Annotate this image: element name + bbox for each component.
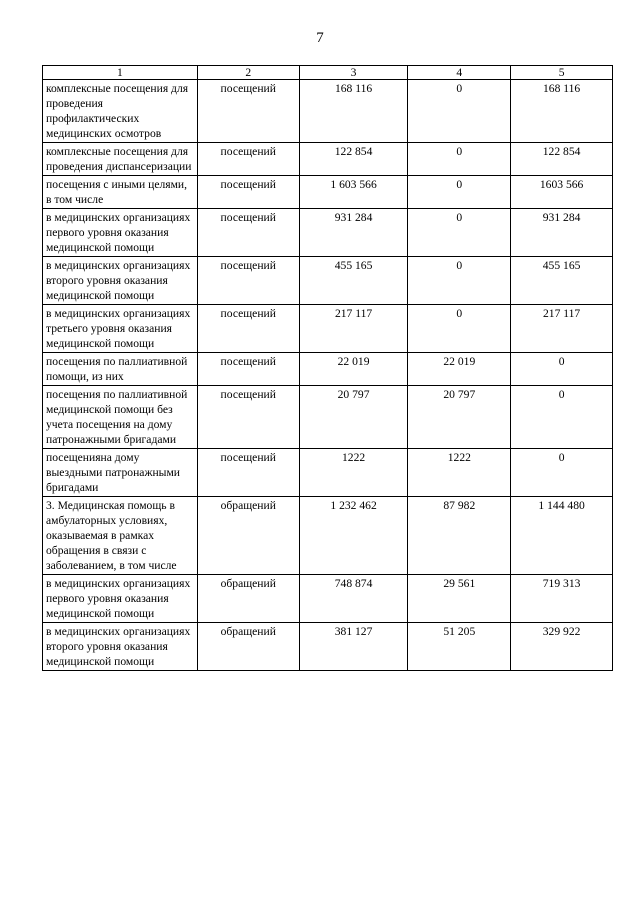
- row-value-col5: 0: [511, 353, 613, 386]
- row-value-col5: 931 284: [511, 209, 613, 257]
- row-value-col5: 217 117: [511, 305, 613, 353]
- row-value-col3: 1222: [299, 449, 408, 497]
- row-value-col4: 1222: [408, 449, 511, 497]
- row-unit: посещений: [197, 176, 299, 209]
- row-value-col3: 931 284: [299, 209, 408, 257]
- row-value-col5: 455 165: [511, 257, 613, 305]
- row-value-col4: 87 982: [408, 497, 511, 575]
- row-description: в медицинских организациях третьего уровня оказания медицинской помощи: [43, 305, 198, 353]
- row-value-col5: 0: [511, 449, 613, 497]
- row-value-col5: 1 144 480: [511, 497, 613, 575]
- row-description: в медицинских организациях первого уровня оказания медицинской помощи: [43, 575, 198, 623]
- row-description: комплексные посещения для проведения диспансеризации: [43, 143, 198, 176]
- row-value-col3: 455 165: [299, 257, 408, 305]
- row-description: в медицинских организациях второго уровня оказания медицинской помощи: [43, 623, 198, 671]
- row-value-col5: 0: [511, 386, 613, 449]
- table-row: [43, 497, 613, 575]
- row-value-col3: 748 874: [299, 575, 408, 623]
- table-row: [43, 449, 613, 497]
- row-value-col4: 0: [408, 209, 511, 257]
- row-value-col3: 22 019: [299, 353, 408, 386]
- row-value-col4: 0: [408, 176, 511, 209]
- row-unit: обращений: [197, 623, 299, 671]
- table-header-row: [43, 66, 613, 80]
- row-description: в медицинских организациях первого уровня оказания медицинской помощи: [43, 209, 198, 257]
- row-unit: посещений: [197, 449, 299, 497]
- row-description: посещения по паллиативной помощи, из них: [43, 353, 198, 386]
- row-value-col3: 217 117: [299, 305, 408, 353]
- table-row: [43, 353, 613, 386]
- row-value-col4: 20 797: [408, 386, 511, 449]
- row-value-col4: 0: [408, 143, 511, 176]
- row-description: посещенияна дому выездными патронажными бригадами: [43, 449, 198, 497]
- row-value-col4: 29 561: [408, 575, 511, 623]
- row-value-col4: 0: [408, 305, 511, 353]
- table-row: [43, 176, 613, 209]
- row-value-col3: 122 854: [299, 143, 408, 176]
- column-header: 2: [197, 66, 299, 80]
- row-value-col5: 719 313: [511, 575, 613, 623]
- row-unit: посещений: [197, 257, 299, 305]
- row-unit: обращений: [197, 497, 299, 575]
- column-header: 3: [299, 66, 408, 80]
- table-row: [43, 623, 613, 671]
- row-value-col5: 1603 566: [511, 176, 613, 209]
- row-value-col3: 381 127: [299, 623, 408, 671]
- row-value-col5: 122 854: [511, 143, 613, 176]
- row-description: посещения по паллиативной медицинской помощи без учета посещения на дому патронажными бригадами: [43, 386, 198, 449]
- row-value-col3: 1 232 462: [299, 497, 408, 575]
- row-description: в медицинских организациях второго уровня оказания медицинской помощи: [43, 257, 198, 305]
- row-value-col4: 22 019: [408, 353, 511, 386]
- row-unit: посещений: [197, 80, 299, 143]
- table-row: [43, 575, 613, 623]
- table-row: [43, 257, 613, 305]
- column-header: 1: [43, 66, 198, 80]
- table-row: [43, 209, 613, 257]
- row-value-col5: 329 922: [511, 623, 613, 671]
- row-value-col4: 0: [408, 80, 511, 143]
- table-row: [43, 143, 613, 176]
- row-unit: посещений: [197, 305, 299, 353]
- row-value-col4: 51 205: [408, 623, 511, 671]
- row-description: посещения с иными целями, в том числе: [43, 176, 198, 209]
- row-unit: посещений: [197, 386, 299, 449]
- row-value-col3: 20 797: [299, 386, 408, 449]
- row-value-col5: 168 116: [511, 80, 613, 143]
- row-unit: посещений: [197, 143, 299, 176]
- column-header: 4: [408, 66, 511, 80]
- row-value-col4: 0: [408, 257, 511, 305]
- row-description: 3. Медицинская помощь в амбулаторных условиях, оказываемая в рамках обращения в связи с заболеванием, в том числе: [43, 497, 198, 575]
- table-row: [43, 80, 613, 143]
- row-unit: посещений: [197, 353, 299, 386]
- row-unit: посещений: [197, 209, 299, 257]
- row-value-col3: 168 116: [299, 80, 408, 143]
- page-number: 7: [316, 30, 324, 46]
- statistics-table: [42, 65, 613, 671]
- column-header: 5: [511, 66, 613, 80]
- row-unit: обращений: [197, 575, 299, 623]
- table-row: [43, 305, 613, 353]
- row-description: комплексные посещения для проведения профилактических медицинских осмотров: [43, 80, 198, 143]
- table-row: [43, 386, 613, 449]
- row-value-col3: 1 603 566: [299, 176, 408, 209]
- table-body: [43, 80, 613, 671]
